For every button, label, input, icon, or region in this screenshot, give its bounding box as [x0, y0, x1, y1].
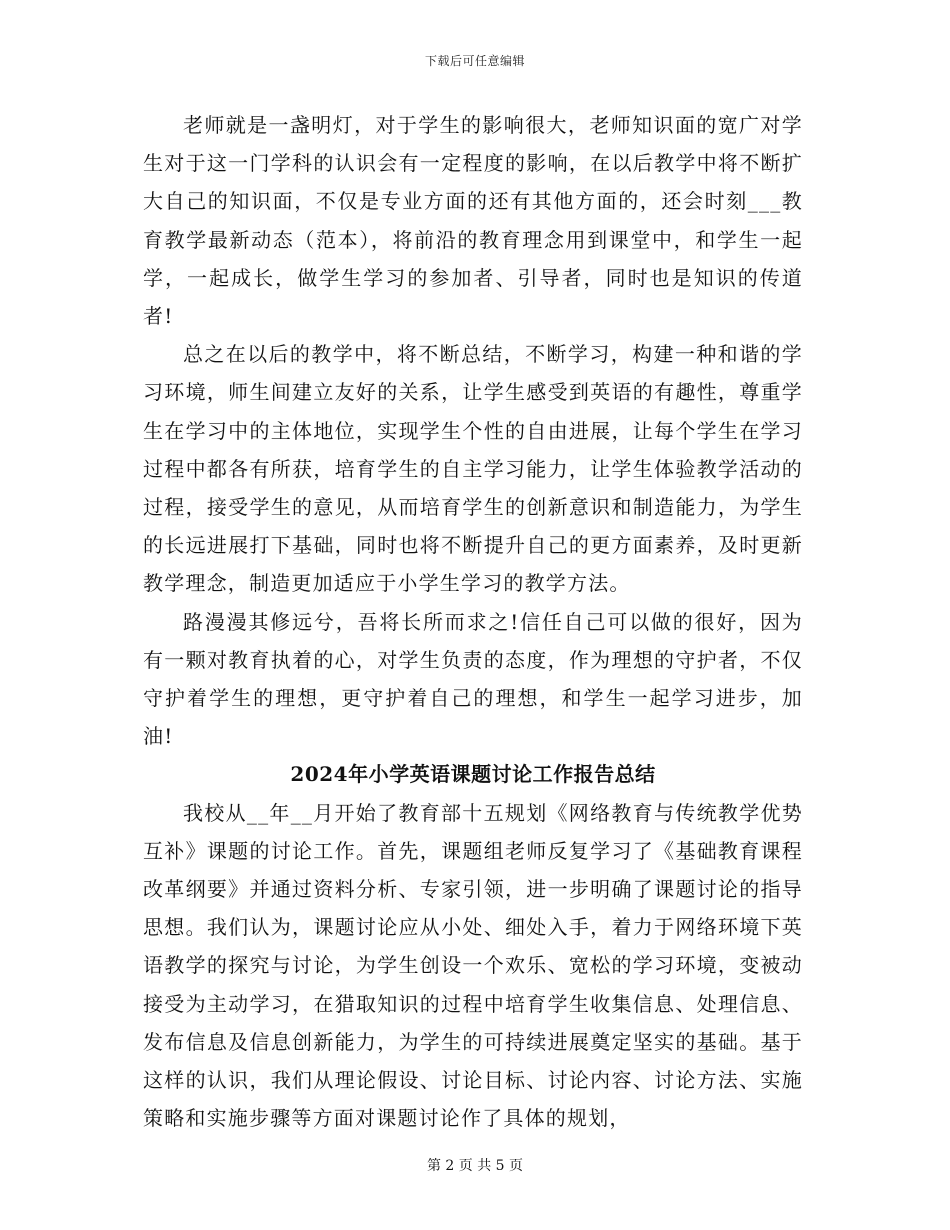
section-title: 2024年小学英语课题讨论工作报告总结 [290, 762, 656, 787]
document-body [143, 106, 803, 1137]
paragraph-research-work: 我校从__年__月开始了教育部十五规划《网络教育与传统教学优势互补》课题的讨论工作。首先，课题组老师反复学习了《基础教育课程改革纲要》并通过资料分析、专家引领，进一步明确了课题讨论的指导思想。我们认为，课题讨论应从小处、细处入手，着力于网络环境下英语教学的探究与讨论，为学生创设一个欢乐、宽松的学习环境，变被动接受为主动学习，在猎取知识的过程中培育学生收集信息、处理信息、发布信息及信息创新能力，为学生的可持续进展奠定坚实的基础。基于这样的认识，我们从理论假设、讨论目标、讨论内容、讨论方法、实施策略和实施步骤等方面对课题讨论作了具体的规划， [143, 800, 803, 1131]
paragraph-summary: 总之在以后的教学中，将不断总结，不断学习，构建一种和谐的学习环境，师生间建立友好的关系，让学生感受到英语的有趣性，尊重学生在学习中的主体地位，实现学生个性的自由进展，让每个学生在学习过程中都各有所获，培育学生的自主学习能力，让学生体验教学活动的过程，接受学生的意见，从而培育学生的创新意识和制造能力，为学生的长远进展打下基础，同时也将不断提升自己的更方面素养，及时更新教学理念，制造更加适应于小学生学习的教学方法。 [143, 342, 803, 596]
paragraph-long-road: 路漫漫其修远兮，吾将长所而求之!信任自己可以做的很好，因为有一颗对教育执着的心，对学生负责的态度，作为理想的守护者，不仅守护着学生的理想，更守护着自己的理想，和学生一起学习进步，加油! [143, 609, 803, 749]
page-number-footer: 第 2 页 共 5 页 [426, 1158, 524, 1174]
paragraph-teacher-lamp: 老师就是一盏明灯，对于学生的影响很大，老师知识面的宽广对学生对于这一门学科的认识会有一定程度的影响，在以后教学中将不断扩大自己的知识面，不仅是专业方面的还有其他方面的，还会时刻___教育教学最新动态（范本），将前沿的教育理念用到课堂中，和学生一起学，一起成长，做学生学习的参加者、引导者，同时也是知识的传道者! [143, 113, 803, 329]
page-header-note: 下载后可任意编辑 [424, 54, 525, 68]
